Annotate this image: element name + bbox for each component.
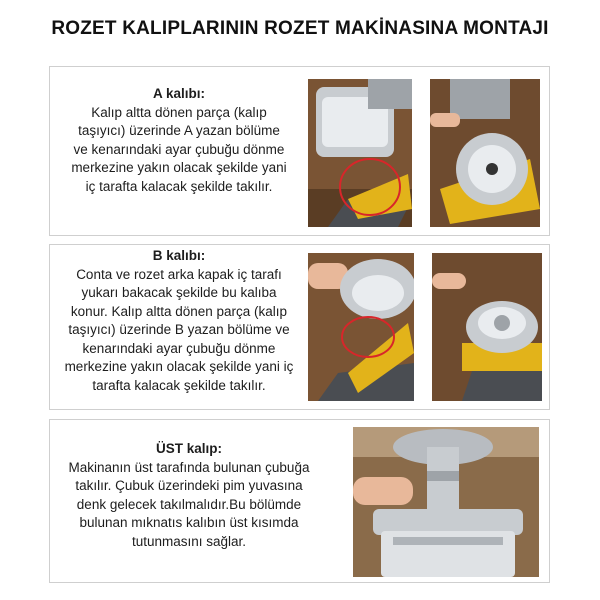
section-b-line: tarafta kalacak şekilde takılır. [92, 377, 266, 393]
section-top-line: takılır. Çubuk üzerindeki pim yuvasına [75, 478, 303, 493]
section-a-photo-top [430, 79, 540, 227]
section-a-line: ve kenarındaki ayar çubuğu dönme [73, 141, 285, 157]
section-top-line: tutunmasını sağlar. [131, 533, 247, 549]
section-top-heading: ÜST kalıp: [155, 441, 222, 456]
section-b-line: taşıyıcı) üzerinde B yazan bölüme ve [68, 322, 290, 337]
section-a-mold [49, 66, 550, 236]
section-b-text [54, 247, 304, 395]
section-top-mold [49, 419, 550, 583]
section-b-mold [49, 244, 550, 410]
section-b-line: yukarı bakacak şekilde bu kalıba [81, 285, 277, 300]
section-b-line: kenarındaki ayar çubuğu dönme [82, 340, 276, 356]
section-a-line: taşıyıcı) üzerinde A yazan bölüme [78, 123, 280, 138]
section-top-line: Makinanın üst tarafında bulunan çubuğa [68, 459, 310, 475]
section-b-line: konur. Kalıp altta dönen parça (kalıp [70, 303, 288, 319]
section-a-text [54, 85, 304, 196]
section-a-photo-side [308, 79, 412, 227]
section-top-line: bulunan mıknatıs kalıbın üst kısımda [79, 515, 299, 530]
section-top-photo [353, 427, 539, 577]
section-b-line: merkezine yakın olacak şekilde yani iç [64, 359, 294, 374]
section-b-line: Conta ve rozet arka kapak iç tarafı [76, 266, 282, 282]
page-title: ROZET KALIPLARININ ROZET MAKİNASINA MONTAJI [51, 18, 549, 39]
section-a-heading: A kalıbı: [152, 86, 205, 101]
section-b-photo-side [308, 253, 414, 401]
section-a-line: Kalıp altta dönen parça (kalıp [91, 104, 267, 120]
section-top-line: denk gelecek takılmalıdır.Bu bölümde [76, 496, 302, 512]
section-b-photo-top [432, 253, 542, 401]
section-a-line: iç tarafta kalacak şekilde takılır. [85, 178, 273, 194]
section-a-line: merkezine yakın olacak şekilde yani [71, 160, 287, 175]
section-top-text [54, 440, 324, 551]
section-b-heading: B kalıbı: [152, 248, 206, 263]
